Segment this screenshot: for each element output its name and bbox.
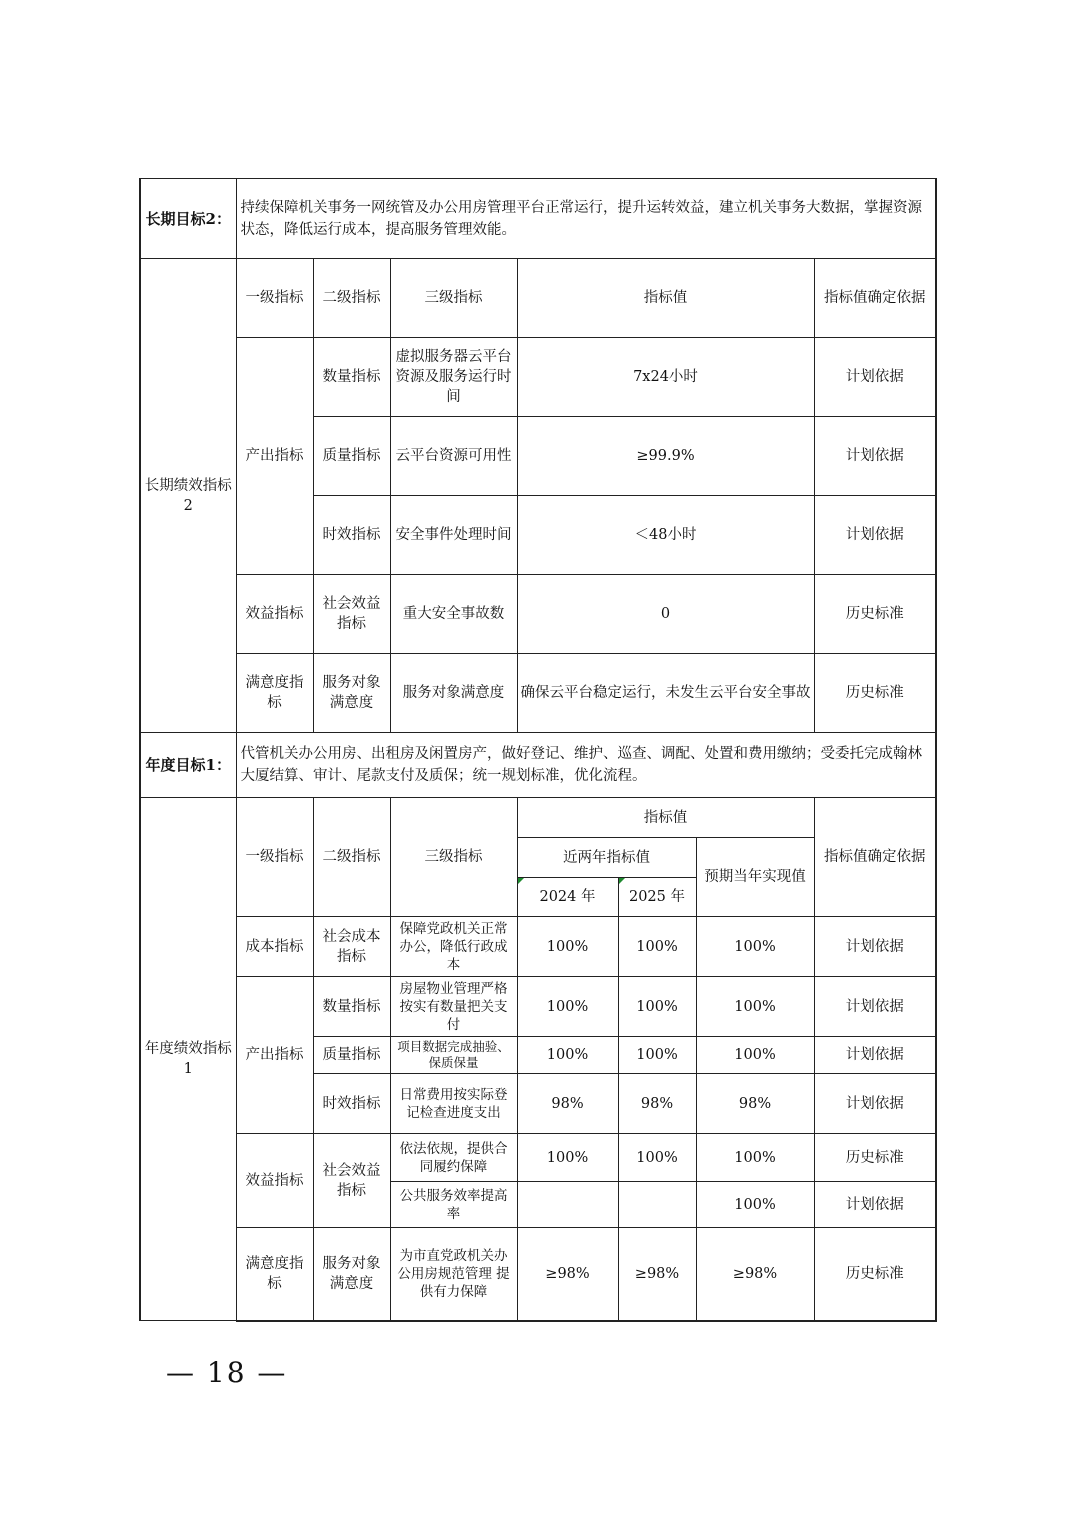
indicator-level2: 时效指标 [313, 1074, 390, 1134]
value-2025: 98% [618, 1074, 696, 1134]
indicator-level2: 时效指标 [313, 496, 390, 575]
value-2025 [618, 1182, 696, 1228]
indicator-level1: 满意度指标 [236, 1228, 313, 1321]
value-expected: 100% [696, 1134, 814, 1182]
value-expected: ≥98% [696, 1228, 814, 1321]
value-2025: ≥98% [618, 1228, 696, 1321]
indicator-basis: 计划依据 [814, 338, 936, 417]
indicator-basis: 计划依据 [814, 417, 936, 496]
indicator-level3: 服务对象满意度 [390, 654, 517, 733]
indicator-level1: 产出指标 [236, 338, 313, 575]
header-value: 指标值 [517, 798, 814, 838]
value-2025: 100% [618, 1037, 696, 1074]
indicator-level1: 效益指标 [236, 1134, 313, 1228]
header-value: 指标值 [517, 259, 814, 338]
indicator-value: 0 [517, 575, 814, 654]
header-level1: 一级指标 [236, 798, 313, 917]
indicator-level3: 房屋物业管理严格按实有数量把关支付 [390, 977, 517, 1037]
indicator-level2: 服务对象满意度 [313, 1228, 390, 1321]
indicator-level1: 成本指标 [236, 917, 313, 977]
header-recent-two-years: 近两年指标值 [517, 838, 696, 878]
indicator-basis: 计划依据 [814, 917, 936, 977]
annual-indicators-section-label: 年度绩效指标1 [140, 798, 236, 1321]
value-expected: 98% [696, 1074, 814, 1134]
value-2024: 100% [517, 1037, 618, 1074]
indicator-level2: 社会效益指标 [313, 1134, 390, 1228]
value-2024: 98% [517, 1074, 618, 1134]
indicator-basis: 计划依据 [814, 496, 936, 575]
indicator-level3: 云平台资源可用性 [390, 417, 517, 496]
header-basis: 指标值确定依据 [814, 798, 936, 917]
page-number: — 18 — [166, 1356, 288, 1389]
indicator-value: 确保云平台稳定运行，未发生云平台安全事故 [517, 654, 814, 733]
indicator-level3: 公共服务效率提高率 [390, 1182, 517, 1228]
value-2024 [517, 1182, 618, 1228]
indicator-basis: 计划依据 [814, 1182, 936, 1228]
indicator-value: 7x24小时 [517, 338, 814, 417]
value-2025: 100% [618, 1134, 696, 1182]
indicator-basis: 历史标准 [814, 1228, 936, 1321]
indicator-level3: 安全事件处理时间 [390, 496, 517, 575]
indicator-value: ＜48小时 [517, 496, 814, 575]
header-level1: 一级指标 [236, 259, 313, 338]
indicator-level3: 日常费用按实际登记检查进度支出 [390, 1074, 517, 1134]
indicator-level1: 效益指标 [236, 575, 313, 654]
value-expected: 100% [696, 1037, 814, 1074]
value-2024: 100% [517, 1134, 618, 1182]
indicator-basis: 计划依据 [814, 977, 936, 1037]
indicator-basis: 历史标准 [814, 654, 936, 733]
value-expected: 100% [696, 977, 814, 1037]
indicator-basis: 计划依据 [814, 1037, 936, 1074]
annual-goal-text: 代管机关办公用房、出租房及闲置房产，做好登记、维护、巡查、调配、处置和费用缴纳；受委托完成翰林大厦结算、审计、尾款支付及质保；统一规划标准，优化流程。 [236, 733, 936, 798]
long-goal-text: 持续保障机关事务一网统管及办公用房管理平台正常运行，提升运转效益，建立机关事务大数据，掌握资源状态，降低运行成本，提高服务管理效能。 [236, 179, 936, 259]
annual-goal-label: 年度目标1： [140, 733, 236, 798]
header-year-2024: 2024 年 [517, 878, 618, 917]
indicator-level2: 质量指标 [313, 1037, 390, 1074]
indicator-level2: 数量指标 [313, 338, 390, 417]
indicator-level2: 服务对象满意度 [313, 654, 390, 733]
header-level3: 三级指标 [390, 798, 517, 917]
indicator-basis: 历史标准 [814, 1134, 936, 1182]
indicator-level2: 社会成本指标 [313, 917, 390, 977]
header-basis: 指标值确定依据 [814, 259, 936, 338]
indicator-level3: 保障党政机关正常办公，降低行政成本 [390, 917, 517, 977]
header-level2: 二级指标 [313, 259, 390, 338]
indicator-level2: 数量指标 [313, 977, 390, 1037]
indicator-value: ≥99.9% [517, 417, 814, 496]
indicator-level3: 项目数据完成抽验、保质保量 [390, 1037, 517, 1074]
value-2025: 100% [618, 977, 696, 1037]
indicator-level2: 质量指标 [313, 417, 390, 496]
indicator-level3: 依法依规，提供合同履约保障 [390, 1134, 517, 1182]
value-2024: ≥98% [517, 1228, 618, 1321]
value-expected: 100% [696, 917, 814, 977]
indicator-level3: 为市直党政机关办公用房规范管理 提供有力保障 [390, 1228, 517, 1321]
header-level3: 三级指标 [390, 259, 517, 338]
value-expected: 100% [696, 1182, 814, 1228]
indicator-level3: 重大安全事故数 [390, 575, 517, 654]
long-goal-label: 长期目标2： [140, 179, 236, 259]
indicator-level2: 社会效益指标 [313, 575, 390, 654]
value-2024: 100% [517, 977, 618, 1037]
header-level2: 二级指标 [313, 798, 390, 917]
indicator-level1: 产出指标 [236, 977, 313, 1134]
header-expected: 预期当年实现值 [696, 838, 814, 917]
performance-table [139, 178, 937, 1322]
indicator-level3: 虚拟服务器云平台资源及服务运行时间 [390, 338, 517, 417]
header-year-2025: 2025 年 [618, 878, 696, 917]
value-2024: 100% [517, 917, 618, 977]
indicator-basis: 历史标准 [814, 575, 936, 654]
indicator-level1: 满意度指标 [236, 654, 313, 733]
indicator-basis: 计划依据 [814, 1074, 936, 1134]
value-2025: 100% [618, 917, 696, 977]
long-indicators-section-label: 长期绩效指标2 [140, 259, 236, 733]
